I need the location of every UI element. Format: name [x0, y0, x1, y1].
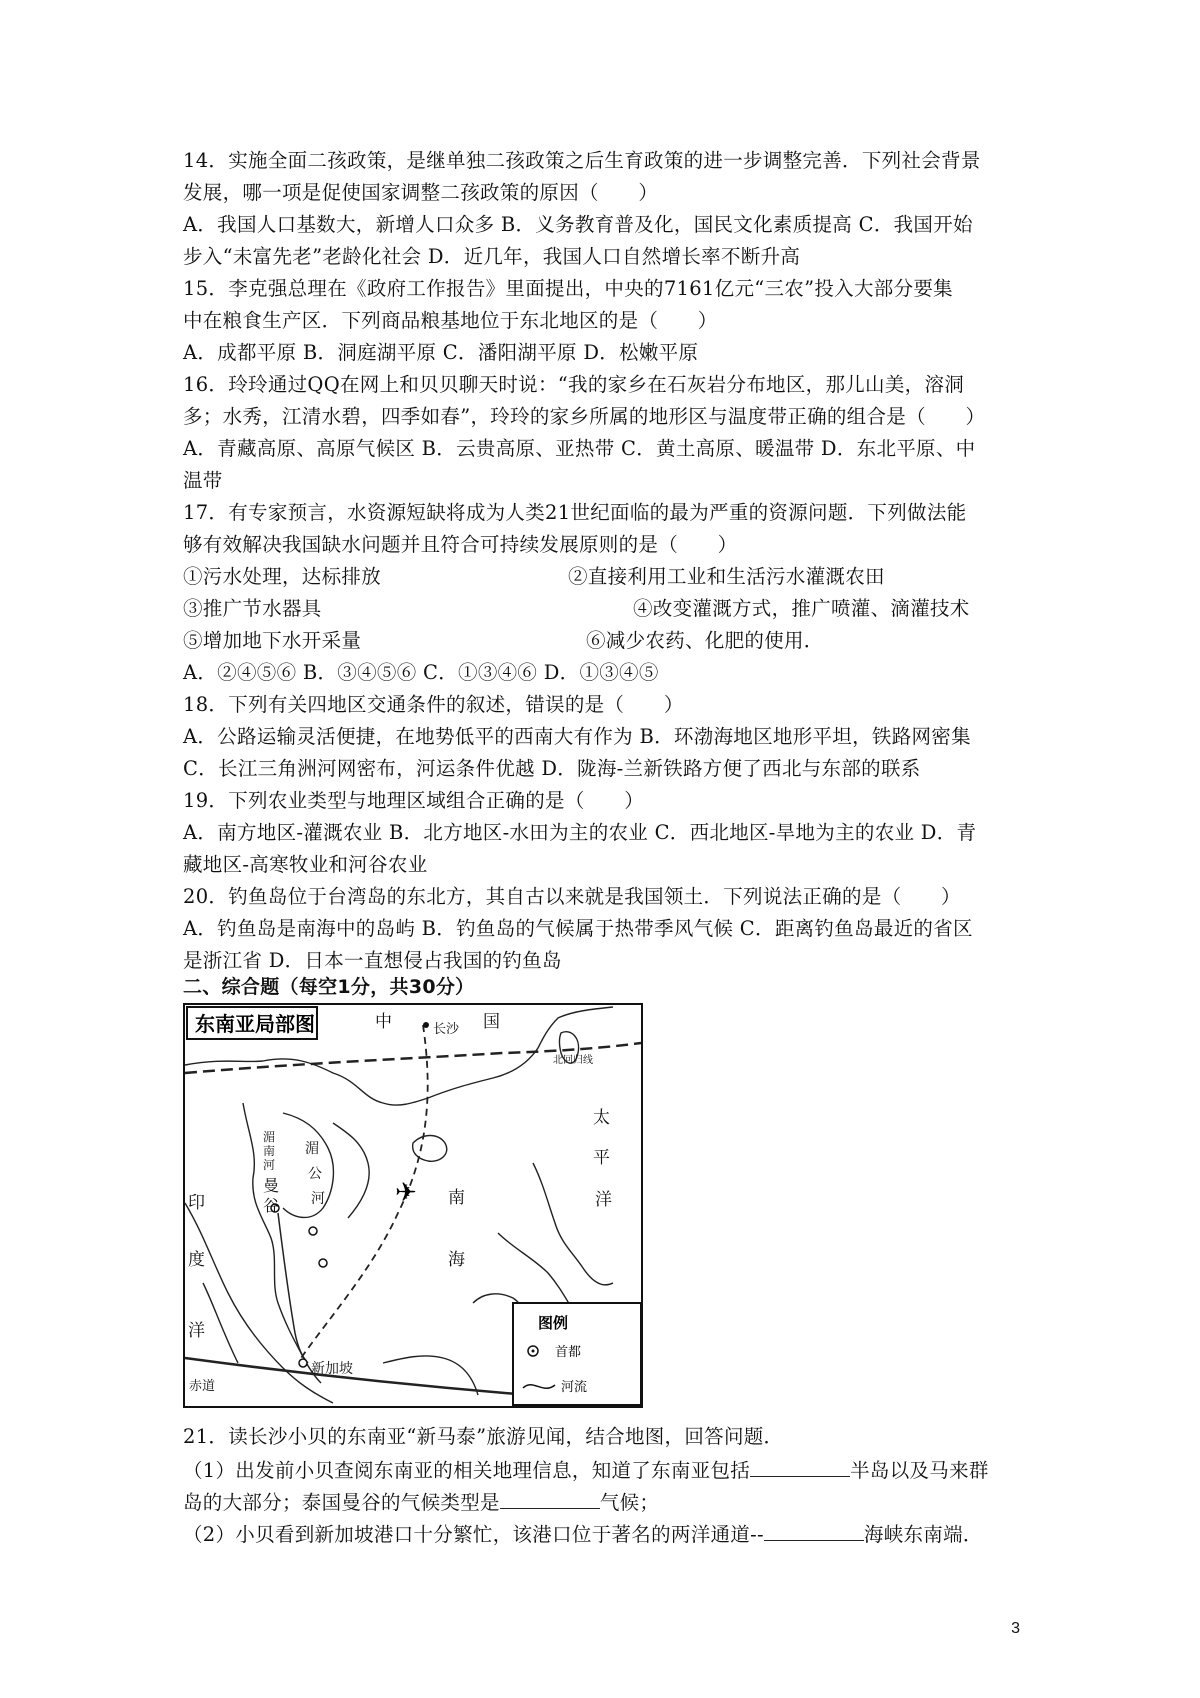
map-title: 东南亚局部图 — [195, 1012, 315, 1036]
map-label: 南 — [448, 1188, 465, 1208]
changsha-marker — [423, 1022, 429, 1028]
map-label: 曼 — [263, 1176, 280, 1195]
map-label: 太 — [593, 1108, 610, 1128]
text-line: A．②④⑤⑥ B．③④⑤⑥ C．①③④⑥ D．①③④⑤ — [183, 661, 659, 684]
map-label: 湄 — [305, 1141, 319, 1157]
text-line: A．青藏高原、高原气候区 B．云贵高原、亚热带 C．黄土高原、暖温带 D．东北平原、中 — [183, 437, 976, 460]
text-line: 16．玲玲通过QQ在网上和贝贝聊天时说：“我的家乡在石灰岩分布地区，那儿山美，溶洞 — [183, 373, 965, 396]
question-21-part1 — [183, 1454, 989, 1486]
text-line: 中在粮食生产区．下列商品粮基地位于东北地区的是（ ） — [183, 309, 718, 332]
text-line: 20．钓鱼岛位于台湾岛的东北方，其自古以来就是我国领土．下列说法正确的是（ ） — [183, 885, 961, 908]
map-label: 印 — [188, 1193, 205, 1213]
map-label: 长沙 — [433, 1022, 460, 1037]
option-item: ②直接利用工业和生活污水灌溉农田 — [568, 565, 885, 588]
map-label: 河 — [263, 1158, 276, 1172]
text-line: 是浙江省 D．日本一直想侵占我国的钓鱼岛 — [183, 949, 562, 972]
airplane-icon: ✈ — [395, 1178, 417, 1208]
text-line: A．我国人口基数大，新增人口众多 B．义务教育普及化，国民文化素质提高 C．我国开始 — [183, 213, 973, 236]
option-item: ①污水处理，达标排放 — [183, 565, 382, 588]
map-label: 洋 — [595, 1190, 612, 1210]
page-number: 3 — [1011, 1620, 1020, 1637]
map-label: 国 — [483, 1012, 500, 1032]
map-label: 洋 — [188, 1321, 205, 1341]
answer-blank[interactable] — [764, 1518, 864, 1541]
option-item: ⑤增加地下水开采量 — [183, 629, 362, 652]
legend-capital: 首都 — [555, 1345, 582, 1360]
map-label: 北回归线 — [553, 1055, 593, 1066]
map-label: 新加坡 — [311, 1361, 353, 1377]
map-label: 赤道 — [189, 1379, 216, 1394]
legend-title: 图例 — [538, 1314, 569, 1332]
text-line: A．公路运输灵活便捷，在地势低平的西南大有作为 B．环渤海地区地形平坦，铁路网密集 — [183, 725, 971, 748]
text-line: 温带 — [183, 469, 223, 492]
text-segment: （1）出发前小贝查阅东南亚的相关地理信息，知道了东南亚包括 — [183, 1459, 751, 1482]
map-legend — [513, 1303, 641, 1405]
option-item: ④改变灌溉方式，推广喷灌、滴灌技术 — [633, 597, 970, 620]
text-segment: 气候； — [599, 1491, 660, 1514]
question-21-part1-cont — [183, 1486, 659, 1518]
text-line: 步入“未富先老”老龄化社会 D．近几年，我国人口自然增长率不断升高 — [183, 245, 801, 268]
text-line: 14．实施全面二孩政策，是继单独二孩政策之后生育政策的进一步调整完善．下列社会背景 — [183, 149, 981, 172]
text-segment: 海峡东南端． — [863, 1523, 983, 1546]
option-item: ⑥减少农药、化肥的使用． — [586, 629, 824, 652]
map-label: 平 — [593, 1148, 610, 1168]
map-label: 湄 — [263, 1130, 276, 1144]
text-line: A．钓鱼岛是南海中的岛屿 B．钓鱼岛的气候属于热带季风气候 C．距离钓鱼岛最近的省区 — [183, 917, 973, 940]
answer-blank[interactable] — [750, 1454, 850, 1477]
answer-blank[interactable] — [500, 1486, 600, 1509]
map-label: 公 — [308, 1166, 322, 1182]
legend-river: 河流 — [561, 1380, 588, 1395]
map-label: 谷 — [263, 1196, 280, 1215]
map-label: 中 — [375, 1012, 392, 1032]
map-label: 度 — [188, 1250, 205, 1270]
southeast-asia-map — [183, 1003, 643, 1408]
map-label: 南 — [263, 1144, 276, 1158]
text-line: 藏地区-高寒牧业和河谷农业 — [183, 853, 428, 876]
text-line: C．长江三角洲河网密布，河运条件优越 D．陇海-兰新铁路方便了西北与东部的联系 — [183, 757, 921, 780]
option-item: ③推广节水器具 — [183, 597, 322, 620]
text-line: 17．有专家预言，水资源短缺将成为人类21世纪面临的最为严重的资源问题．下列做法能 — [183, 501, 967, 524]
text-line: 15．李克强总理在《政府工作报告》里面提出，中央的7161亿元“三农”投入大部分要集 — [183, 277, 953, 300]
text-line: A．南方地区-灌溉农业 B．北方地区-水田为主的农业 C．西北地区-旱地为主的农业 D．青 — [183, 821, 977, 844]
text-line: 多；水秀，江清水碧，四季如春”，玲玲的家乡所属的地形区与温度带正确的组合是（ ） — [183, 405, 986, 428]
text-line: 18．下列有关四地区交通条件的叙述，错误的是（ ） — [183, 693, 684, 716]
question-21-part2 — [183, 1518, 983, 1550]
text-line: 够有效解决我国缺水问题并且符合可持续发展原则的是（ ） — [183, 533, 738, 556]
section-title: 二、综合题（每空1分，共30分） — [183, 976, 475, 998]
text-segment: 岛的大部分；泰国曼谷的气候类型是 — [183, 1491, 500, 1514]
text-line: 19．下列农业类型与地理区域组合正确的是（ ） — [183, 789, 645, 812]
text-line: 发展，哪一项是促使国家调整二孩政策的原因（ ） — [183, 181, 659, 204]
map-label: 河 — [311, 1191, 325, 1207]
text-segment: （2）小贝看到新加坡港口十分繁忙，该港口位于著名的两洋通道-- — [183, 1523, 764, 1546]
map-label: 海 — [448, 1250, 465, 1270]
text-segment: 半岛以及马来群 — [850, 1459, 989, 1482]
question-21-intro: 21．读长沙小贝的东南亚“新马泰”旅游见闻，结合地图，回答问题． — [183, 1425, 784, 1448]
text-line: A．成都平原 B．洞庭湖平原 C．潘阳湖平原 D．松嫩平原 — [183, 341, 699, 364]
